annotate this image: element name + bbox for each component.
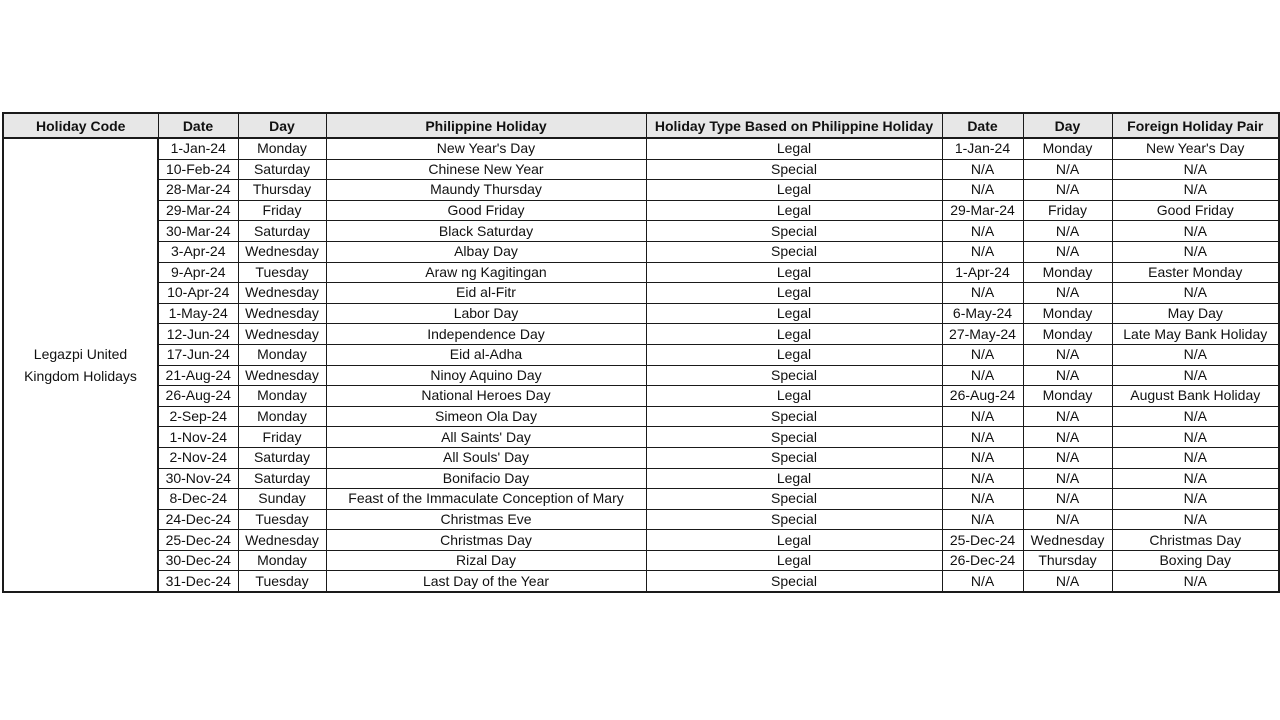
foreign-day-cell: Monday: [1023, 386, 1112, 407]
date-cell: 28-Mar-24: [158, 180, 238, 201]
holiday-type-cell: Special: [646, 489, 942, 510]
philippine-holiday-cell: All Saints' Day: [326, 427, 646, 448]
foreign-date-cell: N/A: [942, 241, 1023, 262]
table-row: [3, 447, 1279, 468]
day-cell: Sunday: [238, 489, 326, 510]
philippine-holiday-cell: Christmas Day: [326, 530, 646, 551]
table-row: [3, 530, 1279, 551]
philippine-holiday-cell: Eid al-Adha: [326, 344, 646, 365]
holiday-type-cell: Legal: [646, 386, 942, 407]
philippine-holiday-cell: Black Saturday: [326, 221, 646, 242]
foreign-day-cell: N/A: [1023, 221, 1112, 242]
foreign-day-cell: N/A: [1023, 489, 1112, 510]
table-row: [3, 180, 1279, 201]
foreign-holiday-pair-cell: N/A: [1112, 468, 1279, 489]
foreign-holiday-pair-cell: N/A: [1112, 447, 1279, 468]
foreign-day-cell: N/A: [1023, 241, 1112, 262]
table-body: [3, 138, 1279, 592]
table-row: [3, 550, 1279, 571]
philippine-holiday-cell: Bonifacio Day: [326, 468, 646, 489]
holiday-code-cell: Legazpi United Kingdom Holidays: [3, 138, 158, 592]
table-row: [3, 427, 1279, 448]
foreign-date-cell: 6-May-24: [942, 303, 1023, 324]
foreign-holiday-pair-cell: N/A: [1112, 509, 1279, 530]
date-cell: 31-Dec-24: [158, 571, 238, 592]
foreign-day-cell: N/A: [1023, 406, 1112, 427]
holiday-type-cell: Special: [646, 447, 942, 468]
date-cell: 3-Apr-24: [158, 241, 238, 262]
foreign-date-cell: 1-Apr-24: [942, 262, 1023, 283]
header-foreign-date: Date: [942, 113, 1023, 138]
holiday-type-cell: Special: [646, 406, 942, 427]
philippine-holiday-cell: Chinese New Year: [326, 159, 646, 180]
foreign-date-cell: N/A: [942, 406, 1023, 427]
holiday-type-cell: Special: [646, 365, 942, 386]
philippine-holiday-cell: Maundy Thursday: [326, 180, 646, 201]
foreign-date-cell: N/A: [942, 489, 1023, 510]
foreign-holiday-pair-cell: Late May Bank Holiday: [1112, 324, 1279, 345]
holiday-type-cell: Special: [646, 427, 942, 448]
day-cell: Saturday: [238, 221, 326, 242]
foreign-day-cell: Wednesday: [1023, 530, 1112, 551]
date-cell: 17-Jun-24: [158, 344, 238, 365]
foreign-date-cell: N/A: [942, 571, 1023, 592]
foreign-date-cell: N/A: [942, 427, 1023, 448]
day-cell: Monday: [238, 344, 326, 365]
day-cell: Wednesday: [238, 241, 326, 262]
day-cell: Thursday: [238, 180, 326, 201]
date-cell: 10-Feb-24: [158, 159, 238, 180]
foreign-holiday-pair-cell: N/A: [1112, 427, 1279, 448]
date-cell: 1-Jan-24: [158, 138, 238, 159]
philippine-holiday-cell: Feast of the Immaculate Conception of Mary: [326, 489, 646, 510]
foreign-holiday-pair-cell: N/A: [1112, 159, 1279, 180]
foreign-day-cell: Monday: [1023, 303, 1112, 324]
date-cell: 2-Sep-24: [158, 406, 238, 427]
foreign-date-cell: N/A: [942, 283, 1023, 304]
foreign-day-cell: N/A: [1023, 427, 1112, 448]
foreign-day-cell: N/A: [1023, 509, 1112, 530]
foreign-day-cell: Thursday: [1023, 550, 1112, 571]
day-cell: Saturday: [238, 159, 326, 180]
holiday-type-cell: Legal: [646, 180, 942, 201]
day-cell: Monday: [238, 386, 326, 407]
table-row: [3, 200, 1279, 221]
foreign-holiday-pair-cell: Good Friday: [1112, 200, 1279, 221]
day-cell: Wednesday: [238, 303, 326, 324]
philippine-holiday-cell: Araw ng Kagitingan: [326, 262, 646, 283]
foreign-date-cell: 26-Aug-24: [942, 386, 1023, 407]
day-cell: Wednesday: [238, 283, 326, 304]
foreign-date-cell: N/A: [942, 180, 1023, 201]
header-philippine-holiday: Philippine Holiday: [326, 113, 646, 138]
foreign-date-cell: 25-Dec-24: [942, 530, 1023, 551]
table-row: [3, 138, 1279, 159]
header-day: Day: [238, 113, 326, 138]
foreign-holiday-pair-cell: Christmas Day: [1112, 530, 1279, 551]
foreign-holiday-pair-cell: N/A: [1112, 406, 1279, 427]
table-row: [3, 283, 1279, 304]
day-cell: Wednesday: [238, 365, 326, 386]
date-cell: 10-Apr-24: [158, 283, 238, 304]
holiday-type-cell: Special: [646, 571, 942, 592]
table-row: [3, 406, 1279, 427]
foreign-date-cell: 27-May-24: [942, 324, 1023, 345]
table-row: [3, 221, 1279, 242]
day-cell: Monday: [238, 406, 326, 427]
foreign-holiday-pair-cell: N/A: [1112, 489, 1279, 510]
foreign-day-cell: N/A: [1023, 180, 1112, 201]
table-row: [3, 241, 1279, 262]
philippine-holiday-cell: Rizal Day: [326, 550, 646, 571]
foreign-date-cell: N/A: [942, 509, 1023, 530]
foreign-day-cell: N/A: [1023, 571, 1112, 592]
table-row: [3, 344, 1279, 365]
day-cell: Tuesday: [238, 571, 326, 592]
philippine-holiday-cell: Independence Day: [326, 324, 646, 345]
table-row: [3, 468, 1279, 489]
day-cell: Monday: [238, 138, 326, 159]
foreign-holiday-pair-cell: May Day: [1112, 303, 1279, 324]
table-row: [3, 489, 1279, 510]
foreign-day-cell: Monday: [1023, 262, 1112, 283]
foreign-date-cell: N/A: [942, 159, 1023, 180]
date-cell: 24-Dec-24: [158, 509, 238, 530]
foreign-date-cell: 1-Jan-24: [942, 138, 1023, 159]
foreign-day-cell: Monday: [1023, 324, 1112, 345]
holiday-type-cell: Legal: [646, 344, 942, 365]
philippine-holiday-cell: Eid al-Fitr: [326, 283, 646, 304]
day-cell: Monday: [238, 550, 326, 571]
philippine-holiday-cell: Simeon Ola Day: [326, 406, 646, 427]
date-cell: 25-Dec-24: [158, 530, 238, 551]
philippine-holiday-cell: Good Friday: [326, 200, 646, 221]
table-row: [3, 262, 1279, 283]
date-cell: 9-Apr-24: [158, 262, 238, 283]
foreign-holiday-pair-cell: N/A: [1112, 180, 1279, 201]
foreign-holiday-pair-cell: N/A: [1112, 344, 1279, 365]
foreign-date-cell: N/A: [942, 447, 1023, 468]
date-cell: 29-Mar-24: [158, 200, 238, 221]
foreign-day-cell: N/A: [1023, 344, 1112, 365]
foreign-date-cell: N/A: [942, 344, 1023, 365]
date-cell: 1-May-24: [158, 303, 238, 324]
foreign-day-cell: Friday: [1023, 200, 1112, 221]
foreign-holiday-pair-cell: Easter Monday: [1112, 262, 1279, 283]
foreign-holiday-pair-cell: N/A: [1112, 365, 1279, 386]
date-cell: 21-Aug-24: [158, 365, 238, 386]
header-date: Date: [158, 113, 238, 138]
foreign-date-cell: 26-Dec-24: [942, 550, 1023, 571]
date-cell: 26-Aug-24: [158, 386, 238, 407]
day-cell: Wednesday: [238, 324, 326, 345]
holiday-type-cell: Legal: [646, 550, 942, 571]
holiday-type-cell: Special: [646, 221, 942, 242]
foreign-holiday-pair-cell: N/A: [1112, 221, 1279, 242]
foreign-date-cell: N/A: [942, 468, 1023, 489]
foreign-holiday-pair-cell: N/A: [1112, 571, 1279, 592]
foreign-day-cell: N/A: [1023, 283, 1112, 304]
day-cell: Friday: [238, 427, 326, 448]
philippine-holiday-cell: New Year's Day: [326, 138, 646, 159]
foreign-holiday-pair-cell: Boxing Day: [1112, 550, 1279, 571]
date-cell: 30-Dec-24: [158, 550, 238, 571]
table-row: [3, 303, 1279, 324]
foreign-day-cell: Monday: [1023, 138, 1112, 159]
table-row: [3, 365, 1279, 386]
holiday-type-cell: Legal: [646, 303, 942, 324]
day-cell: Friday: [238, 200, 326, 221]
philippine-holiday-cell: Albay Day: [326, 241, 646, 262]
philippine-holiday-cell: Last Day of the Year: [326, 571, 646, 592]
date-cell: 30-Nov-24: [158, 468, 238, 489]
holiday-type-cell: Legal: [646, 283, 942, 304]
foreign-holiday-pair-cell: New Year's Day: [1112, 138, 1279, 159]
philippine-holiday-cell: Ninoy Aquino Day: [326, 365, 646, 386]
day-cell: Saturday: [238, 468, 326, 489]
holiday-type-cell: Legal: [646, 200, 942, 221]
philippine-holiday-cell: Christmas Eve: [326, 509, 646, 530]
holiday-type-cell: Legal: [646, 138, 942, 159]
day-cell: Tuesday: [238, 262, 326, 283]
date-cell: 12-Jun-24: [158, 324, 238, 345]
foreign-date-cell: N/A: [942, 221, 1023, 242]
holiday-table: [2, 112, 1280, 593]
foreign-day-cell: N/A: [1023, 159, 1112, 180]
header-foreign-day: Day: [1023, 113, 1112, 138]
table-row: [3, 509, 1279, 530]
holiday-type-cell: Special: [646, 509, 942, 530]
header-foreign-holiday-pair: Foreign Holiday Pair: [1112, 113, 1279, 138]
foreign-date-cell: 29-Mar-24: [942, 200, 1023, 221]
date-cell: 30-Mar-24: [158, 221, 238, 242]
date-cell: 8-Dec-24: [158, 489, 238, 510]
day-cell: Wednesday: [238, 530, 326, 551]
date-cell: 2-Nov-24: [158, 447, 238, 468]
foreign-holiday-pair-cell: August Bank Holiday: [1112, 386, 1279, 407]
table-row: [3, 386, 1279, 407]
holiday-type-cell: Legal: [646, 530, 942, 551]
holiday-type-cell: Legal: [646, 468, 942, 489]
foreign-day-cell: N/A: [1023, 468, 1112, 489]
foreign-day-cell: N/A: [1023, 365, 1112, 386]
foreign-date-cell: N/A: [942, 365, 1023, 386]
philippine-holiday-cell: All Souls' Day: [326, 447, 646, 468]
day-cell: Tuesday: [238, 509, 326, 530]
holiday-type-cell: Legal: [646, 262, 942, 283]
header-holiday-code: Holiday Code: [3, 113, 158, 138]
table-row: [3, 324, 1279, 345]
foreign-holiday-pair-cell: N/A: [1112, 283, 1279, 304]
day-cell: Saturday: [238, 447, 326, 468]
foreign-day-cell: N/A: [1023, 447, 1112, 468]
header-holiday-type: Holiday Type Based on Philippine Holiday: [646, 113, 942, 138]
date-cell: 1-Nov-24: [158, 427, 238, 448]
philippine-holiday-cell: National Heroes Day: [326, 386, 646, 407]
philippine-holiday-cell: Labor Day: [326, 303, 646, 324]
holiday-type-cell: Special: [646, 159, 942, 180]
foreign-holiday-pair-cell: N/A: [1112, 241, 1279, 262]
header-row: [3, 113, 1279, 138]
table-row: [3, 159, 1279, 180]
holiday-type-cell: Special: [646, 241, 942, 262]
holiday-type-cell: Legal: [646, 324, 942, 345]
table-row: [3, 571, 1279, 592]
